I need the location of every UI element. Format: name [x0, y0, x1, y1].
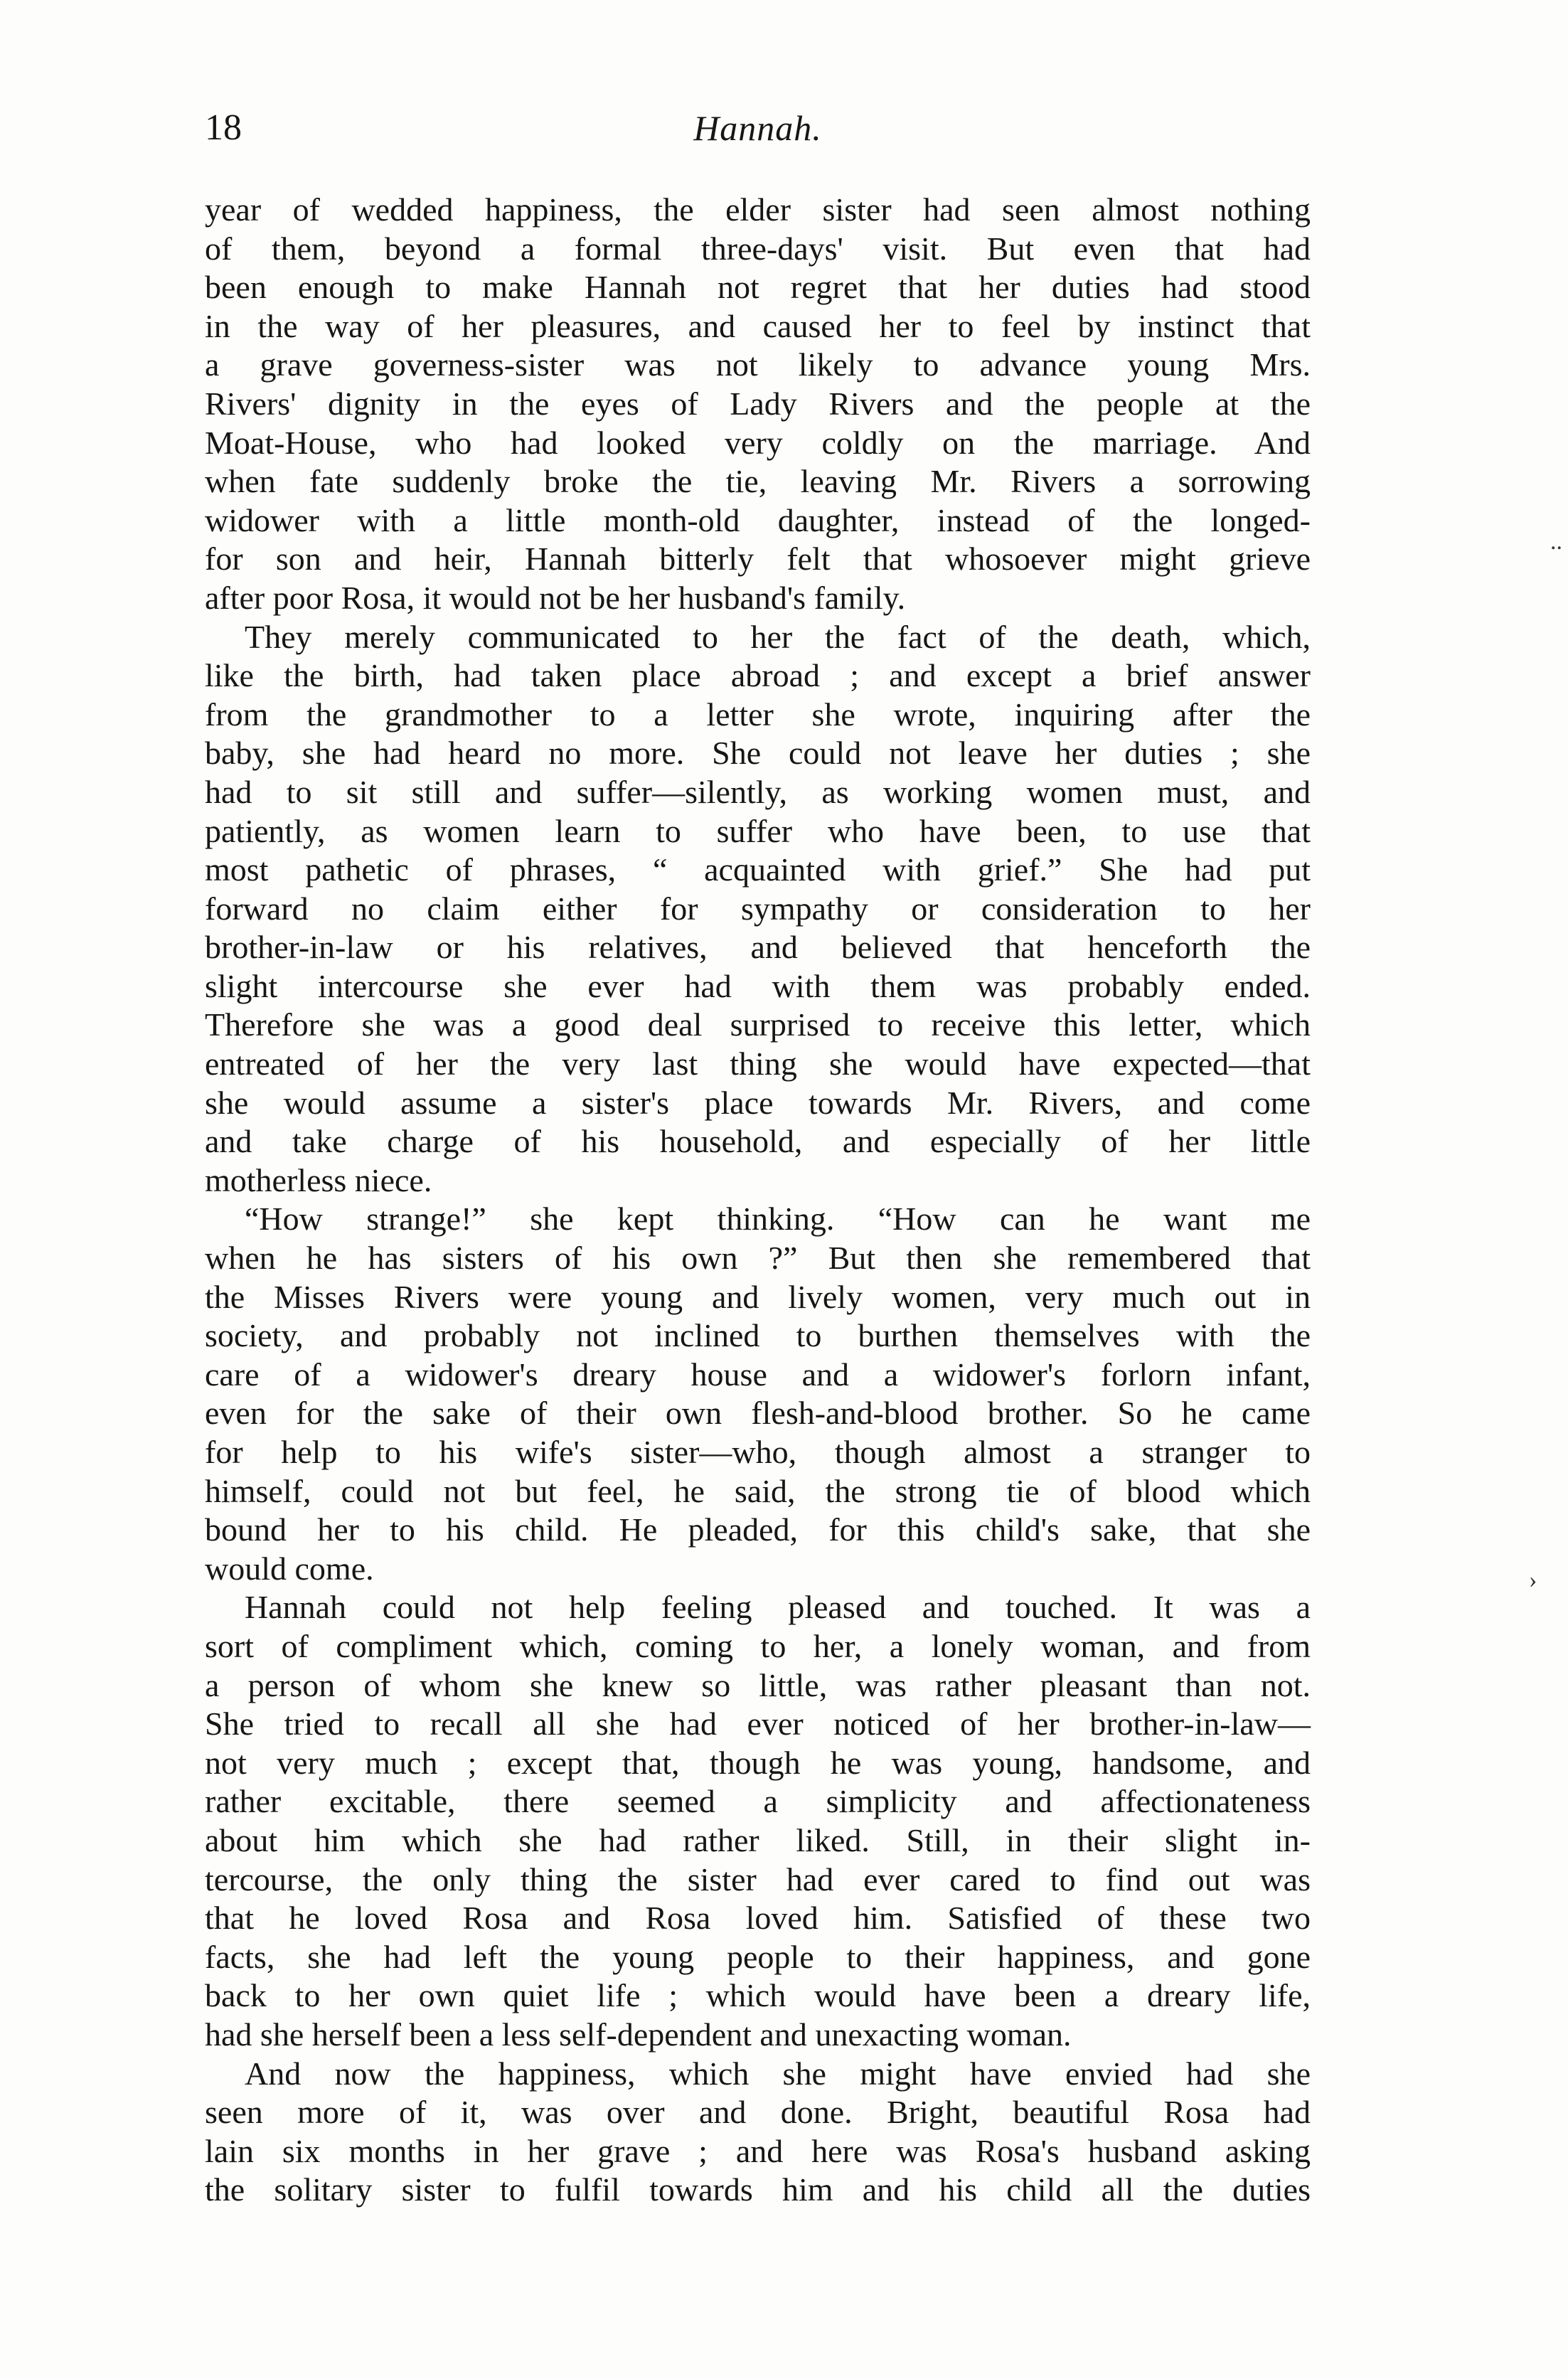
text-line: tercourse, the only thing the sister had ever cared to find out was	[205, 1861, 1311, 1898]
text-line: back to her own quiet life ; which would have been a dreary life,	[205, 1977, 1311, 2014]
text-line: most pathetic of phrases, “ acquainted with grief.” She had put	[205, 851, 1311, 888]
margin-mark: ›	[1529, 1567, 1537, 1593]
text-line: for help to his wife's sister—who, though almost a stranger to	[205, 1434, 1311, 1470]
page-number: 18	[205, 107, 242, 148]
text-line: society, and probably not inclined to burthen themselves with the	[205, 1317, 1311, 1354]
text-line: motherless niece.	[205, 1161, 432, 1198]
text-line: from the grandmother to a letter she wrote, inquiring after the	[205, 696, 1311, 733]
text-line: would come.	[205, 1550, 374, 1587]
text-line: Rivers' dignity in the eyes of Lady Rivers and the people at the	[205, 385, 1311, 422]
margin-mark: ..	[1550, 528, 1562, 555]
text-line: entreated of her the very last thing she would have expected—that	[205, 1045, 1311, 1082]
text-line: She tried to recall all she had ever noticed of her brother-in-law—	[205, 1705, 1311, 1742]
text-line: forward no claim either for sympathy or consideration to her	[205, 890, 1311, 927]
text-line: she would assume a sister's place towards Mr. Rivers, and come	[205, 1084, 1311, 1121]
text-line: facts, she had left the young people to their happiness, and gone	[205, 1938, 1311, 1975]
text-line: like the birth, had taken place abroad ; and except a brief answer	[205, 657, 1311, 694]
paragraph	[205, 2055, 1311, 2210]
text-line: himself, could not but feel, he said, the strong tie of blood which	[205, 1472, 1311, 1509]
text-line: Therefore she was a good deal surprised to receive this letter, which	[205, 1006, 1311, 1043]
text-line: slight intercourse she ever had with them was probably ended.	[205, 967, 1311, 1004]
text-line: baby, she had heard no more. She could not leave her duties ; she	[205, 735, 1311, 772]
running-title: Hannah.	[693, 108, 822, 148]
text-line: when fate suddenly broke the tie, leaving Mr. Rivers a sorrowing	[205, 463, 1311, 500]
text-line: year of wedded happiness, the elder sister had seen almost nothing	[205, 191, 1311, 228]
paragraph	[205, 1588, 1311, 2054]
text-line: even for the sake of their own flesh-and-blood brother. So he came	[205, 1395, 1311, 1432]
text-line: when he has sisters of his own ?” But then she remembered that	[205, 1240, 1311, 1277]
text-line: lain six months in her grave ; and here was Rosa's husband asking	[205, 2132, 1311, 2169]
text-line: the Misses Rivers were young and lively women, very much out in	[205, 1278, 1311, 1315]
text-line: the solitary sister to fulfil towards him and his child all the duties	[205, 2171, 1311, 2208]
text-line: seen more of it, was over and done. Bright, beautiful Rosa had	[205, 2094, 1311, 2131]
text-line: of them, beyond a formal three-days' visit. But even that had	[205, 230, 1311, 267]
text-line: “How strange!” she kept thinking. “How can he want me	[245, 1201, 1311, 1238]
text-line: not very much ; except that, though he was young, handsome, and	[205, 1744, 1311, 1781]
text-line: care of a widower's dreary house and a widower's forlorn infant,	[205, 1356, 1311, 1393]
paragraph	[205, 618, 1311, 1201]
text-line: rather excitable, there seemed a simplicity and affectionateness	[205, 1783, 1311, 1820]
text-line: had to sit still and suffer—silently, as working women must, and	[205, 773, 1311, 810]
text-line: been enough to make Hannah not regret that her duties had stood	[205, 269, 1311, 306]
text-line: And now the happiness, which she might have envied had she	[245, 2055, 1311, 2092]
body-text	[205, 191, 1311, 2210]
running-head	[205, 107, 1311, 164]
text-line: brother-in-law or his relatives, and believed that henceforth the	[205, 929, 1311, 966]
text-line: Moat-House, who had looked very coldly on the marriage. And	[205, 424, 1311, 461]
text-line: for son and heir, Hannah bitterly felt that whosoever might grieve	[205, 541, 1311, 578]
text-line: widower with a little month-old daughter, instead of the longed-	[205, 501, 1311, 538]
text-line: had she herself been a less self-dependent and unexacting woman.	[205, 2016, 1072, 2053]
text-line: They merely communicated to her the fact of the death, which,	[245, 618, 1311, 655]
text-line: bound her to his child. He pleaded, for this child's sake, that she	[205, 1511, 1311, 1548]
text-line: sort of compliment which, coming to her, a lonely woman, and from	[205, 1627, 1311, 1664]
text-line: a grave governess-sister was not likely to advance young Mrs.	[205, 346, 1311, 383]
paragraph	[205, 191, 1311, 618]
text-line: about him which she had rather liked. Still, in their slight in-	[205, 1821, 1311, 1858]
text-line: and take charge of his household, and especially of her little	[205, 1123, 1311, 1160]
text-line: Hannah could not help feeling pleased and touched. It was a	[245, 1589, 1311, 1626]
paragraph	[205, 1200, 1311, 1588]
text-line: in the way of her pleasures, and caused her to feel by instinct that	[205, 307, 1311, 344]
text-line: a person of whom she knew so little, was rather pleasant than not.	[205, 1666, 1311, 1703]
text-line: that he loved Rosa and Rosa loved him. Satisfied of these two	[205, 1900, 1311, 1937]
text-line: patiently, as women learn to suffer who have been, to use that	[205, 812, 1311, 849]
text-line: after poor Rosa, it would not be her husband's family.	[205, 579, 906, 616]
